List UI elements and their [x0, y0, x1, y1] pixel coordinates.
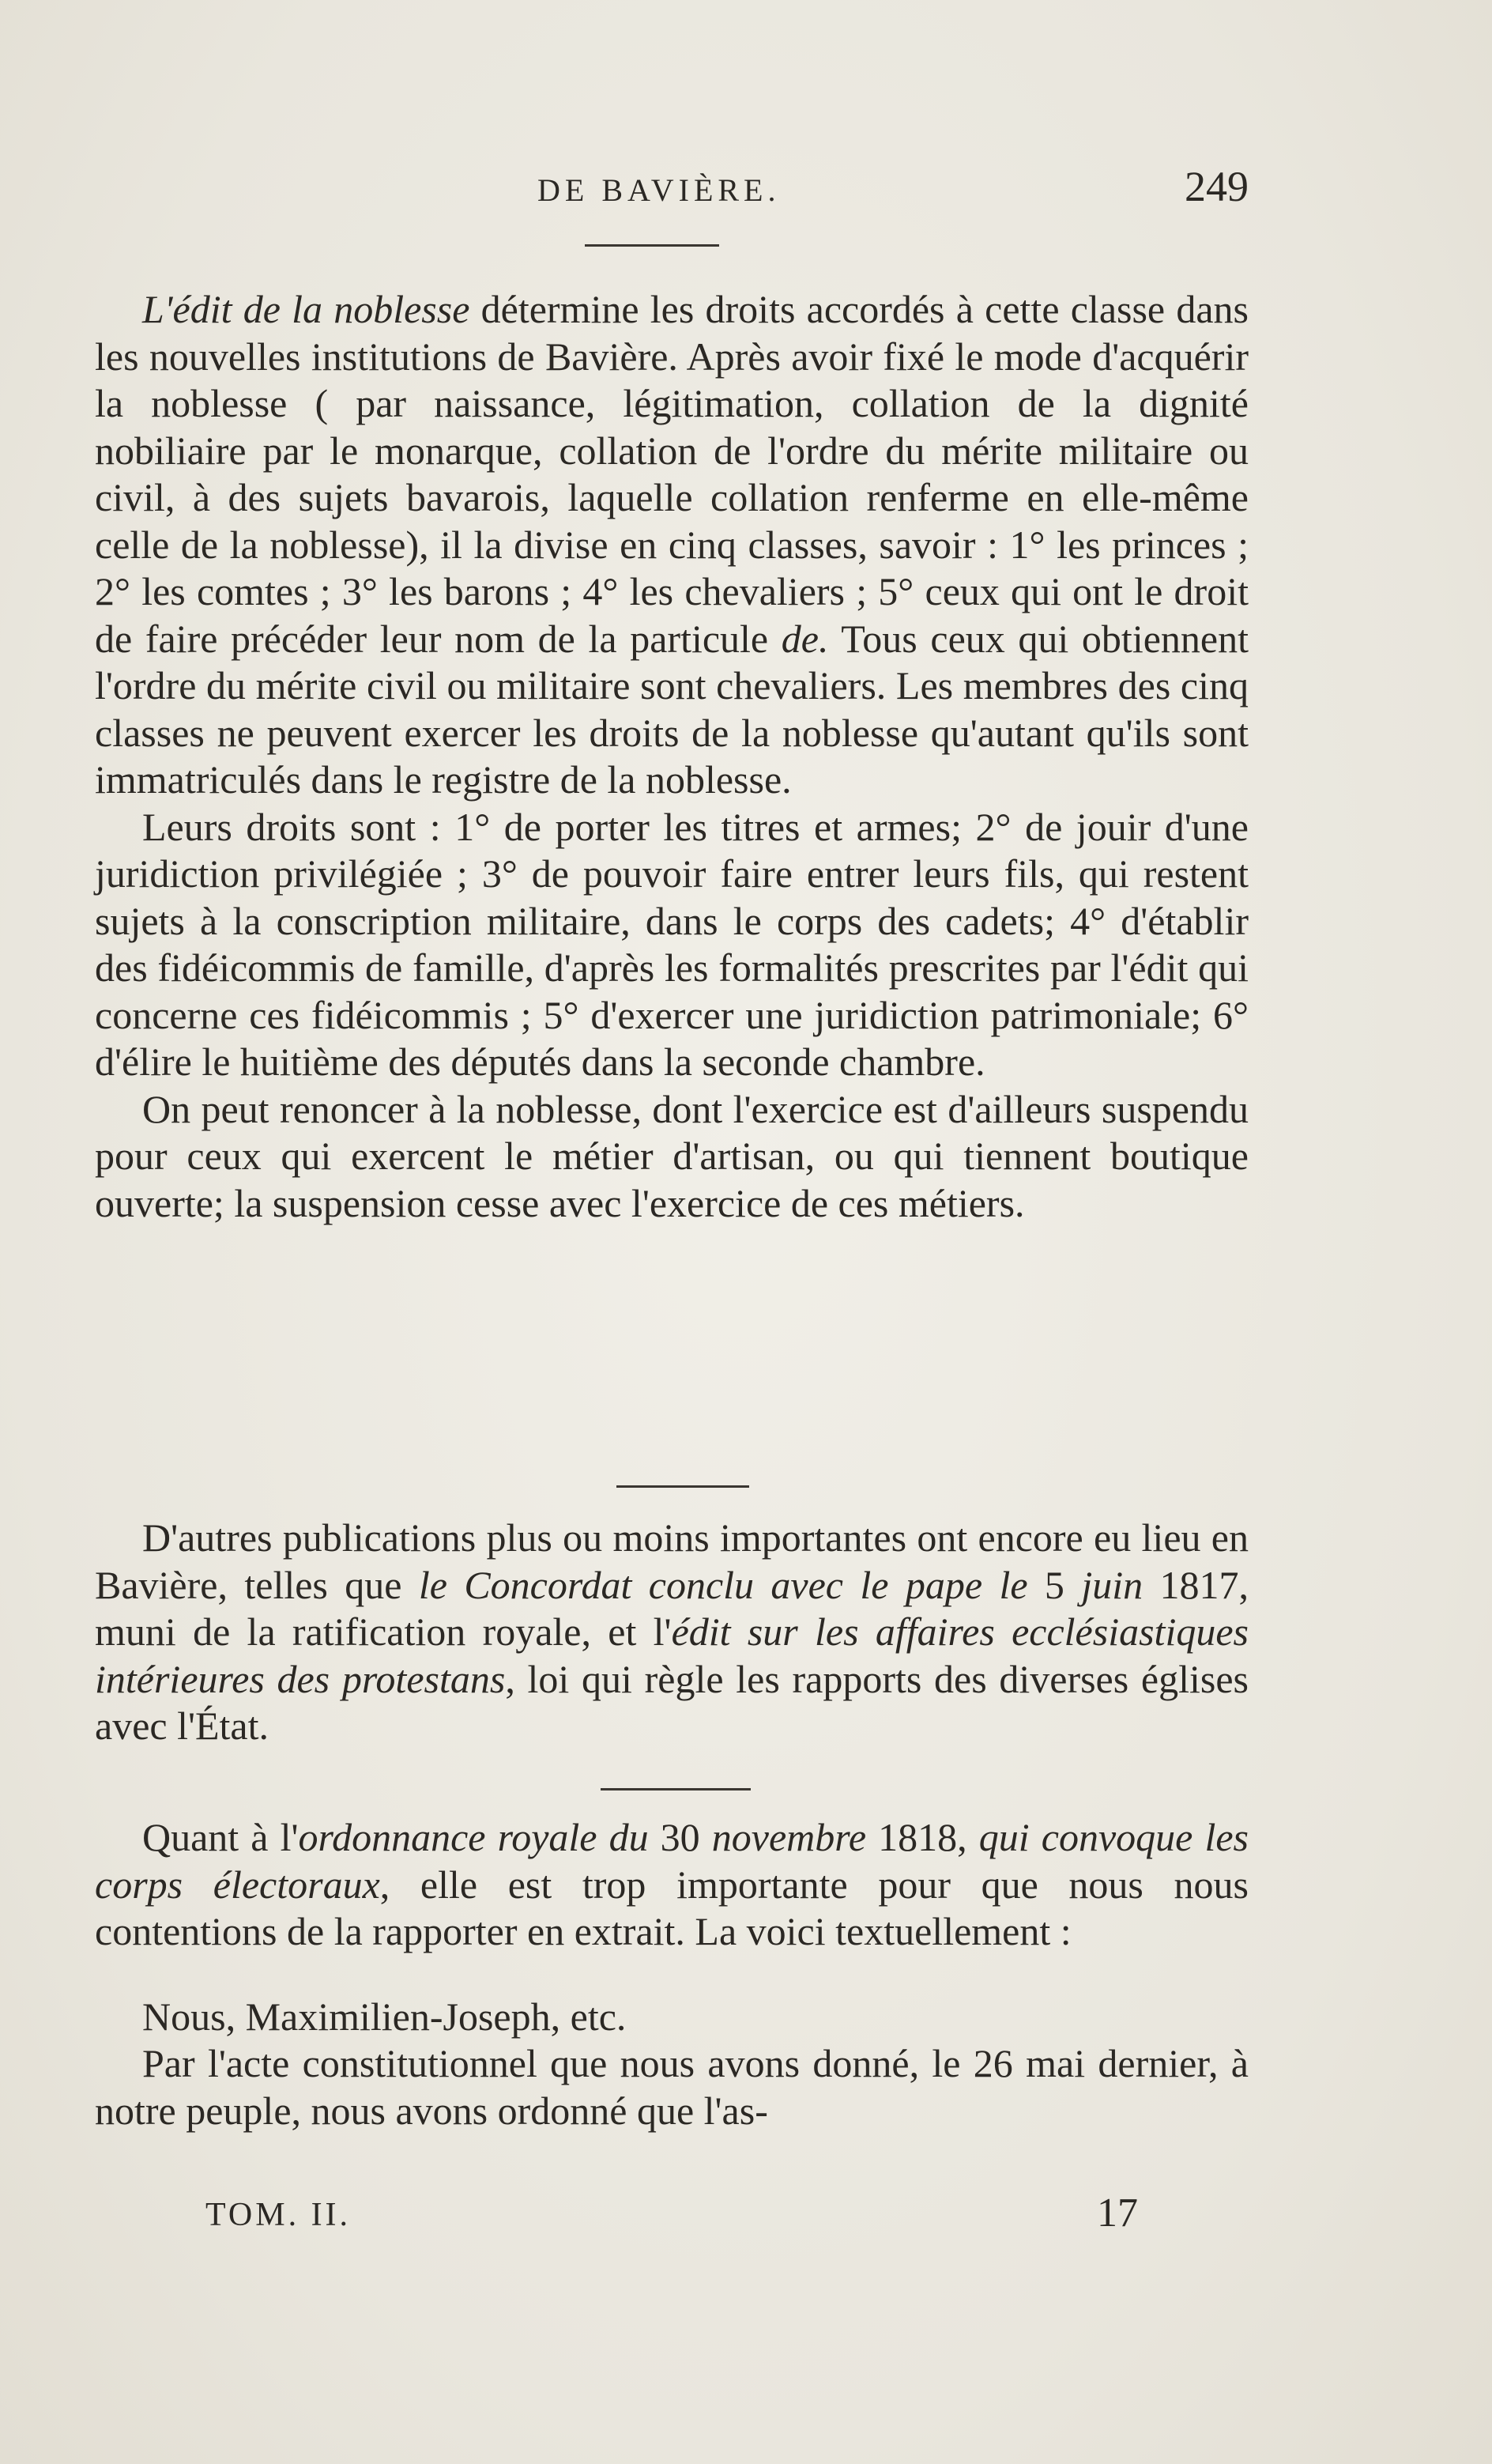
italic-text: novembre	[711, 1815, 867, 1859]
paragraph	[95, 1515, 1249, 1750]
italic-text: juin	[1081, 1562, 1143, 1607]
italic-text: qui convoque les corps électoraux	[95, 1815, 1249, 1907]
paragraph	[95, 1814, 1249, 1956]
italic-text: édit sur les affaires ecclésiastiques intérieures des protestans	[95, 1609, 1249, 1701]
page-header	[95, 162, 1249, 217]
paragraph	[95, 804, 1249, 1086]
section-publications	[95, 1515, 1249, 1750]
paragraph	[95, 1086, 1249, 1228]
page-footer	[205, 2190, 1138, 2245]
text-run: D'autres publications plus ou moins importantes ont encore eu lieu en Bavière, telles que	[95, 1515, 1249, 1607]
section-ordonnance	[95, 1814, 1249, 2134]
italic-text: le Concordat conclu avec le pape le	[418, 1562, 1028, 1607]
signature-mark: TOM. II.	[205, 2197, 352, 2233]
header-rule	[585, 244, 719, 247]
paragraph	[95, 2040, 1249, 2134]
text-run: Par l'acte constitutionnel que nous avons donné, le 26 mai dernier, à notre peuple, nous avons ordonné que l'as-	[95, 2041, 1249, 2133]
text-run: , elle est trop importante pour que nous nous contentions de la rapporter en extrait. La voici textuellement :	[95, 1862, 1249, 1953]
text-run: On peut renoncer à la noblesse, dont l'exercice est d'ailleurs suspendu pour ceux qui exercent le métier d'artisan, ou qui tiennent boutique ouverte; la suspension cesse avec l'exercice de ces métiers.	[95, 1086, 1249, 1225]
sheet-number: 17	[1097, 2190, 1138, 2236]
text-run: Nous, Maximilien-Joseph, etc.	[142, 1994, 627, 2039]
text-run: , loi qui règle les rapports des diverses églises avec l'État.	[95, 1656, 1249, 1748]
paragraph	[95, 286, 1249, 804]
text-run: 5	[1027, 1562, 1082, 1607]
italic-text: de.	[781, 616, 829, 661]
text-run: 30	[648, 1815, 712, 1859]
text-run: 1817, muni de la ratification royale, et l'	[95, 1562, 1249, 1654]
text-run: Quant à l'	[142, 1815, 299, 1859]
section-divider-2	[601, 1788, 751, 1790]
text-run: Leurs droits sont : 1° de porter les titres et armes; 2° de jouir d'une juridiction privilégiée ; 3° de pouvoir faire entrer leurs fils, qui restent sujets à la conscription militaire, dans le corps des cadets; 4° d'établir des fidéicommis de famille, d'après les formalités prescrites par l'édit qui concerne ces fidéicommis ; 5° d'exercer une juridiction patrimoniale; 6° d'élire le huitième des députés dans la seconde chambre.	[95, 804, 1249, 1084]
running-title: DE BAVIÈRE.	[537, 172, 781, 208]
text-run: Tous ceux qui obtiennent l'ordre du mérite civil ou militaire sont chevaliers. Les membres des cinq classes ne peuvent exercer les droits de la noblesse qu'autant qu'ils sont immatriculés dans le registre de la noblesse.	[95, 616, 1249, 802]
italic-text: L'édit de la noblesse	[142, 287, 470, 331]
section-noblesse	[95, 286, 1249, 1227]
section-divider-1	[616, 1485, 749, 1488]
page-number: 249	[1185, 163, 1249, 210]
text-run: 1818,	[866, 1815, 979, 1859]
paragraph	[95, 1994, 1249, 2041]
text-run: détermine les droits accordés à cette classe dans les nouvelles institutions de Bavière. Après avoir fixé le mode d'acquérir la noblesse ( par naissance, légitimation, collation de la dignité nobiliaire par le monarque, collation de l'ordre du mérite militaire ou civil, à des sujets bavarois, laquelle collation renferme en elle-même celle de la noblesse), il la divise en cinq classes, savoir : 1° les princes ; 2° les comtes ; 3° les barons ; 4° les chevaliers ; 5° ceux qui ont le droit de faire précéder leur nom de la particule	[95, 287, 1249, 661]
italic-text: ordonnance royale du	[298, 1815, 649, 1859]
